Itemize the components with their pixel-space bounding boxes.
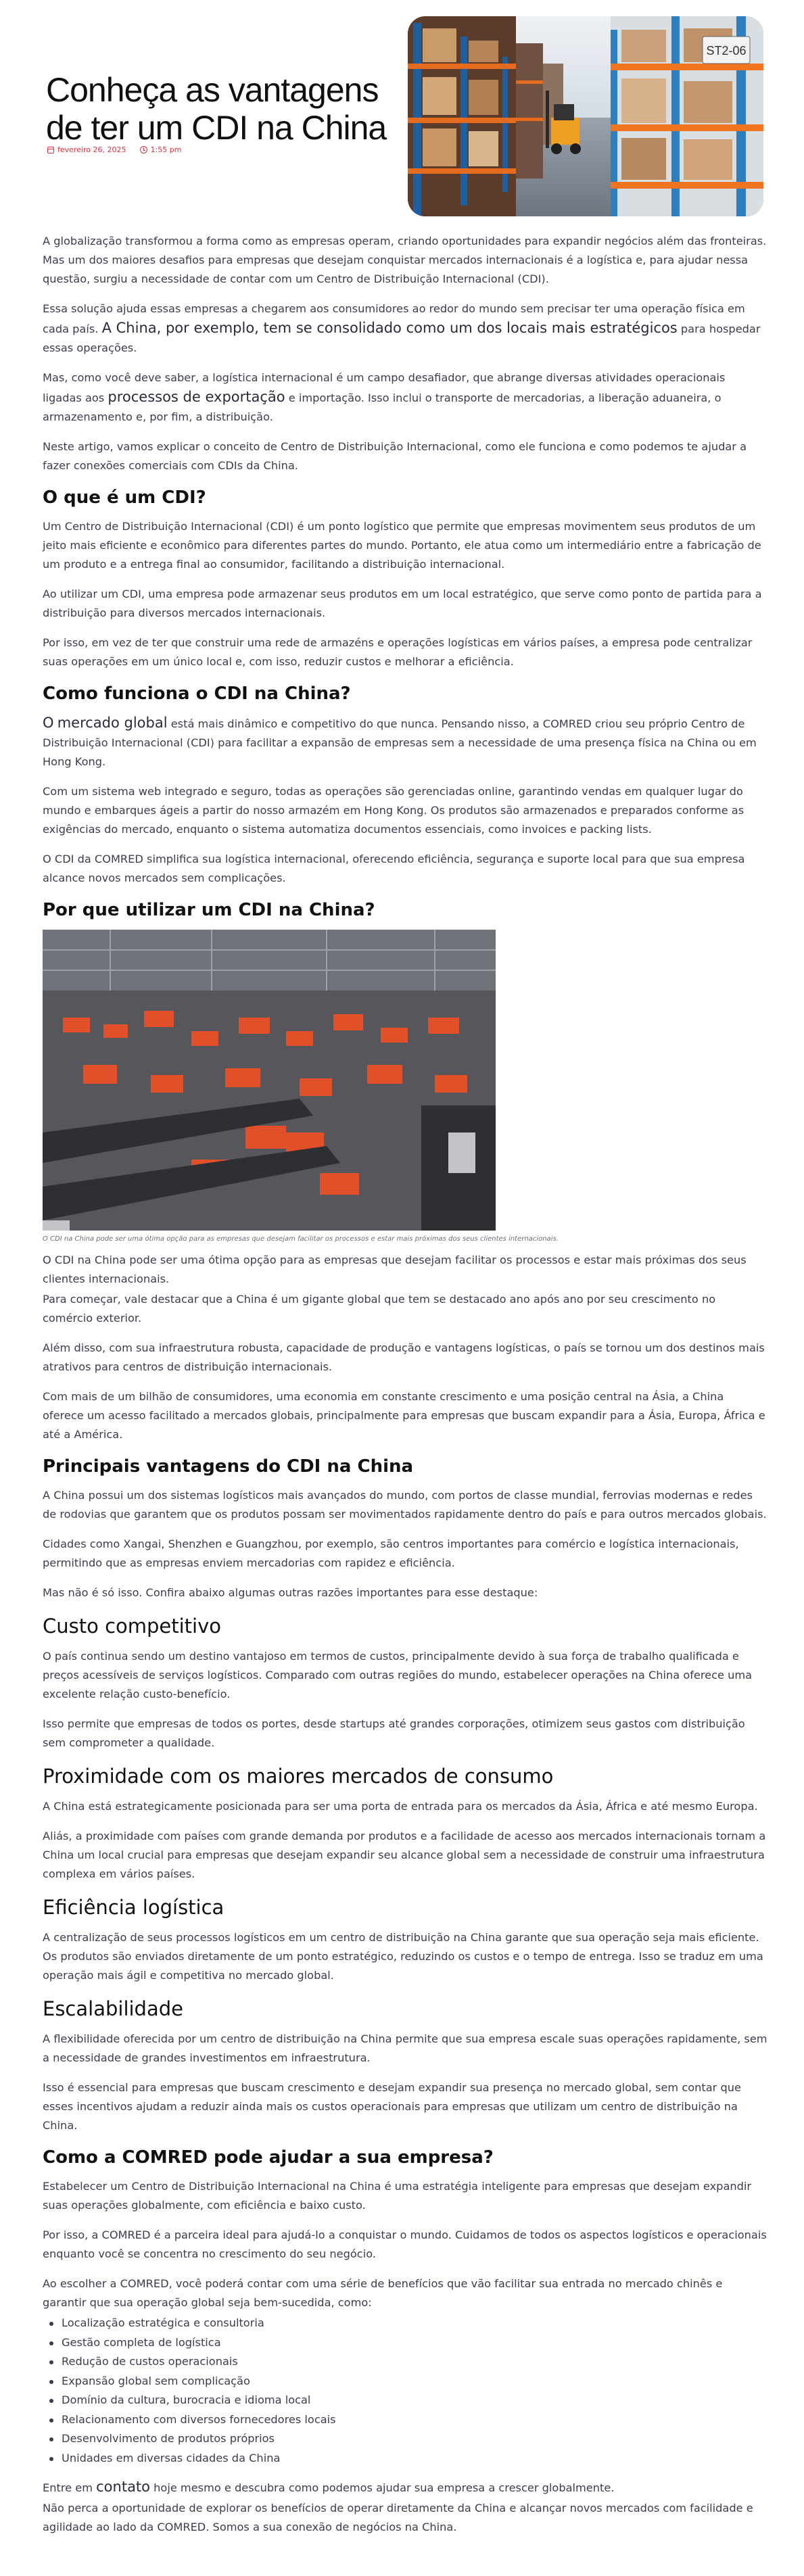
heading-competitive-cost: Custo competitivo: [43, 1615, 222, 1638]
article-header: [0, 0, 804, 223]
intro-tail: para hospedar essas operações.: [43, 323, 761, 354]
post-time[interactable]: 1:55 pm: [150, 145, 182, 154]
s3-paragraph: Com mais de um bilhão de consumidores, uma economia em constante crescimento e uma posição central na Ásia, a China oferece um acesso facilitado a mercados globais, principalmente para empresas que buscam expandir para a Ásia, Europa, África e até a América.: [43, 1390, 765, 1441]
sub3-paragraph: A centralização de seus processos logísticos em um centro de distribuição na China garante que sua operação seja mais eficiente. Os produtos são enviados diretamente de um ponto estratégico, reduzindo os custos e o tempo de entrega. Isso se traduz em uma operação mais ágil e competitiva no mercado global.: [43, 1931, 763, 1982]
article-figure: [43, 930, 767, 1244]
heading-why-use: Por que utilizar um CDI na China?: [43, 900, 375, 920]
heading-what-is-cdi: O que é um CDI?: [43, 487, 206, 508]
s4-paragraph: A China possui um dos sistemas logísticos mais avançados do mundo, com portos de classe mundial, ferrovias modernas e redes de rodovias que garantem que os produtos possam ser movimentados rapidamente dentro do país e para outros mercados globais.: [43, 1489, 767, 1521]
s5-paragraph: Por isso, a COMRED é a parceira ideal para ajudá-lo a conquistar o mundo. Cuidamos de todos os aspectos logísticos e operacionais enquanto você se concentra no crescimento do seu negócio.: [43, 2228, 767, 2260]
contact-rest: hoje mesmo e descubra como podemos ajudar sua empresa a crescer globalmente.: [153, 2481, 615, 2494]
s5-paragraph: Ao escolher a COMRED, você poderá contar com uma série de benefícios que vão facilitar sua entrada no mercado chinês e garantir que sua operação global seja bem-sucedida, como:: [43, 2277, 723, 2309]
closing-paragraph: Não perca a oportunidade de explorar os benefícios de operar diretamente da China e alcançar novos mercados com facilidade e agilidade ao lado da COMRED. Somos a sua conexão de negócios na China.: [43, 2502, 753, 2533]
sub4-paragraph: Isso é essencial para empresas que buscam crescimento e desejam expandir sua presença no mercado global, sem contar que esses incentivos ajudam a reduzir ainda mais os custos operacionais para empresas que utilizam um centro de distribuição na China.: [43, 2081, 741, 2132]
p3-text-a: Mas, como você deve saber, a logística internacional é um campo desafiador, que abrange diversas atividades operacionais ligadas aos: [43, 371, 726, 404]
list-item: Redução de custos operacionais: [43, 2352, 767, 2372]
heading-scalability: Escalabilidade: [43, 1997, 183, 2020]
s1-paragraph: Ao utilizar um CDI, uma empresa pode armazenar seus produtos em um local estratégico, que serve como ponto de partida para a distribuição para diversos mercados internacionais.: [43, 588, 762, 619]
benefits-list: [43, 2314, 767, 2468]
heading-logistics-efficiency: Eficiência logística: [43, 1896, 224, 1919]
list-item: Domínio da cultura, burocracia e idioma local: [43, 2391, 767, 2410]
sub2-paragraph: Aliás, a proximidade com países com grande demanda por produtos e a facilidade de acesso aos mercados internacionais tornam a China um local crucial para empresas que desejam expandir seu alcance global sem a necessidade de construir uma infraestrutura complexa em vários países.: [43, 1830, 766, 1880]
s2-lead: O: [43, 715, 54, 731]
rack-label: ST2-06: [706, 44, 747, 57]
intro-paragraph-1: A globalização transformou a forma como as empresas operam, criando oportunidades para expandir negócios além das fronteiras. Mas um dos maiores desafios para empresas que desejam conquistar mercados internacionais é a logística e, para ajudar nessa questão, surgiu a necessidade de contar com um Centro de Distribuição Internacional (CDI).: [43, 235, 767, 285]
list-item: Expansão global sem complicação: [43, 2372, 767, 2391]
intro-highlight: A China, por exemplo, tem se consolidado como um dos locais mais estratégicos: [101, 320, 678, 336]
s2-rest: está mais dinâmico e competitivo do que nunca. Pensando nisso, a COMRED criou seu próprio Centro de Distribuição Internacional (CDI) para facilitar a expansão de empresas sem a necessidade de uma presença física na China ou em Hong Kong.: [43, 717, 757, 768]
heading-how-comred-helps: Como a COMRED pode ajudar a sua empresa?: [43, 2147, 494, 2168]
sub4-paragraph: A flexibilidade oferecida por um centro de distribuição na China permite que sua empresa escale suas operações rapidamente, sem a necessidade de grandes investimentos em infraestrutura.: [43, 2032, 767, 2064]
global-market-link[interactable]: mercado global: [57, 715, 168, 731]
s5-paragraph: Estabelecer um Centro de Distribuição Internacional na China é uma estratégia inteligente para empresas que desejam expandir suas operações globalmente, com eficiência e baixo custo.: [43, 2180, 752, 2212]
export-link[interactable]: processos de exportação: [108, 389, 285, 405]
sub1-paragraph: O país continua sendo um destino vantajoso em termos de custos, principalmente devido à sua força de trabalho qualificada e preços acessíveis de serviços logísticos. Comparado com outras regiões do mundo, estabelecer operações na China oferece uma excelente relação custo-benefício.: [43, 1650, 753, 1700]
s2-paragraph: O CDI da COMRED simplifica sua logística internacional, oferecendo eficiência, segurança e suporte local para que sua empresa alcance novos mercados sem complicações.: [43, 853, 745, 884]
contact-lead: Entre em: [43, 2481, 93, 2494]
heading-main-advantages: Principais vantagens do CDI na China: [43, 1456, 414, 1477]
list-item: Relacionamento com diversos fornecedores locais: [43, 2410, 767, 2430]
s3-paragraph: Além disso, com sua infraestrutura robusta, capacidade de produção e vantagens logísticas, o país se tornou um dos destinos mais atrativos para centros de distribuição internacionais.: [43, 1341, 765, 1373]
s2-paragraph: [43, 713, 767, 771]
s4-paragraph: Cidades como Xangai, Shenzhen e Guangzhou, por exemplo, são centros importantes para comércio e logística internacionais, permitindo que as empresas enviem mercadorias com rapidez e eficiência.: [43, 1537, 739, 1569]
s3-paragraph: Para começar, vale destacar que a China é um gigante global que tem se destacado ano após ano por seu crescimento no comércio exterior.: [43, 1293, 716, 1325]
figure-caption: O CDI na China pode ser uma ótima opção para as empresas que desejam facilitar os processos e estar mais próximas dos seus clientes internacionais.: [43, 1235, 559, 1243]
list-item: Desenvolvimento de produtos próprios: [43, 2429, 767, 2449]
intro-paragraph-3: [43, 368, 767, 427]
post-date[interactable]: fevereiro 26, 2025: [57, 145, 126, 154]
article-body: [43, 232, 767, 2548]
sub2-paragraph: A China está estrategicamente posicionada para ser uma porta de entrada para os mercados da Ásia, África e até mesmo Europa.: [43, 1800, 758, 1813]
s3-paragraph: O CDI na China pode ser uma ótima opção para as empresas que desejam facilitar os processos e estar mais próximas dos seus clientes internacionais.: [43, 1254, 747, 1285]
p3-text-b: e importação. Isso inclui o transporte de mercadorias, a liberação aduaneira, o armazenamento e, por fim, a distribuição.: [43, 391, 722, 423]
s2-paragraph: Com um sistema web integrado e seguro, todas as operações são gerenciadas online, garantindo vendas em qualquer lugar do mundo e embarques ágeis a partir do nosso armazém em Hong Kong. Os produtos são armazenados e preparados conforme as exigências do mercado, enquanto o sistema automatiza documentos essenciais, como invoices e packing lists.: [43, 785, 744, 836]
heading-how-it-works: Como funciona o CDI na China?: [43, 684, 351, 704]
contact-link[interactable]: contato: [96, 2479, 151, 2495]
distribution-center-photo: [43, 930, 496, 1231]
list-item: Localização estratégica e consultoria: [43, 2314, 767, 2333]
post-meta: [47, 145, 181, 154]
calendar-icon: [47, 147, 54, 153]
s4-paragraph: Mas não é só isso. Confira abaixo algumas outras razões importantes para esse destaque:: [43, 1586, 538, 1599]
intro-text: Essa solução ajuda essas empresas a chegarem aos consumidores ao redor do mundo sem precisar ter uma operação física em cada país.: [43, 302, 745, 335]
sub1-paragraph: Isso permite que empresas de todos os portes, desde startups até grandes corporações, otimizem seus gastos com distribuição sem comprometer a qualidade.: [43, 1717, 745, 1749]
clock-icon: [140, 146, 147, 153]
intro-paragraph-2: [43, 300, 767, 358]
heading-proximity: Proximidade com os maiores mercados de consumo: [43, 1765, 554, 1788]
contact-paragraph: [43, 2477, 767, 2498]
warehouse-illustration: [408, 16, 763, 216]
list-item: Gestão completa de logística: [43, 2333, 767, 2353]
page-title: Conheça as vantagens de ter um CDI na China: [46, 71, 387, 147]
intro-paragraph-4: Neste artigo, vamos explicar o conceito de Centro de Distribuição Internacional, como ele funciona e como podemos te ajudar a fazer conexões comerciais com CDIs da China.: [43, 440, 747, 472]
s1-paragraph: Um Centro de Distribuição Internacional (CDI) é um ponto logístico que permite que empresas movimentem seus produtos de um jeito mais eficiente e econômico para diferentes partes do mundo. Portanto, ele atua como um intermediário entre a fabricação de um produto e a entrega final ao consumidor, facilitando a distribuição internacional.: [43, 520, 761, 571]
hero-image-warehouse: [408, 16, 763, 216]
list-item: Unidades em diversas cidades da China: [43, 2449, 767, 2468]
s1-paragraph: Por isso, em vez de ter que construir uma rede de armazéns e operações logísticas em vários países, a empresa pode centralizar suas operações em um único local e, com isso, reduzir custos e melhorar a eficiência.: [43, 636, 753, 668]
